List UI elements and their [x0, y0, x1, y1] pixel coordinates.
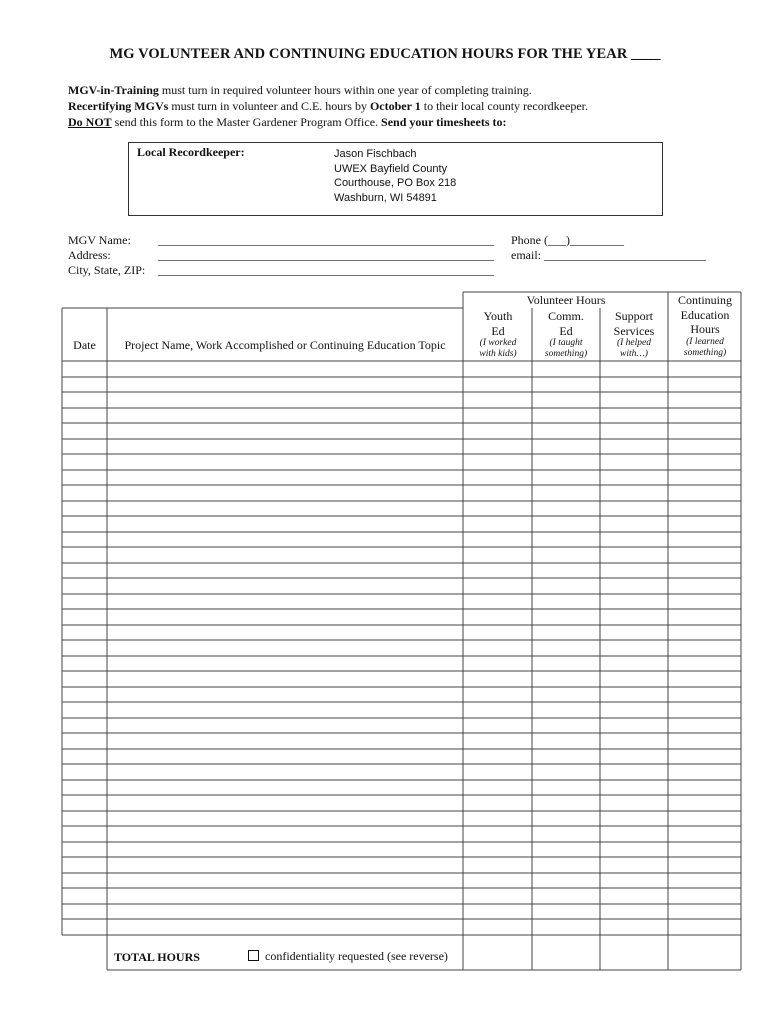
email-field[interactable]: email: ___________________________	[511, 248, 706, 262]
continuing-ed-header: Continuing Education Hours (I learned something)	[677, 293, 732, 358]
total-hours-label: TOTAL HOURS	[114, 950, 200, 964]
mgv-name-label: MGV Name:	[68, 233, 131, 247]
volunteer-hours-header: Volunteer Hours	[526, 293, 606, 307]
year-blank[interactable]: ____	[631, 46, 661, 62]
mgv-name-field[interactable]: ________________________________________________________	[158, 233, 494, 247]
date-header: Date	[73, 338, 96, 352]
instruction-line-2: Recertifying MGVs must turn in volunteer and C.E. hours by October 1 to their local county recordkeeper.	[68, 99, 588, 113]
youth-ed-header: Youth Ed (I worked with kids)	[479, 309, 517, 359]
mgv-city-label: City, State, ZIP:	[68, 263, 146, 277]
confidentiality-option[interactable]	[248, 949, 448, 964]
instruction-line-3: Do NOT send this form to the Master Gardener Program Office. Send your timesheets to:	[68, 115, 507, 129]
confidentiality-checkbox[interactable]	[248, 950, 259, 961]
mgv-address-field[interactable]: ________________________________________________________	[158, 248, 494, 262]
confidentiality-label: confidentiality requested (see reverse)	[265, 949, 448, 963]
phone-field[interactable]: Phone (___)_________	[511, 233, 624, 247]
title-text: MG VOLUNTEER AND CONTINUING EDUCATION HOURS FOR THE YEAR	[109, 46, 628, 62]
comm-ed-header: Comm. Ed (I taught something)	[544, 309, 588, 359]
support-services-header: Support Services (I helped with…)	[613, 309, 655, 359]
recordkeeper-label: Local Recordkeeper:	[137, 145, 245, 159]
mgv-address-label: Address:	[68, 248, 111, 262]
instruction-line-1: MGV-in-Training must turn in required volunteer hours within one year of completing training.	[68, 83, 532, 97]
mgv-city-field[interactable]: ________________________________________________________	[158, 263, 494, 277]
recordkeeper-address: Jason Fischbach UWEX Bayfield County Courthouse, PO Box 218 Washburn, WI 54891	[334, 148, 457, 204]
project-header: Project Name, Work Accomplished or Continuing Education Topic	[124, 338, 446, 352]
